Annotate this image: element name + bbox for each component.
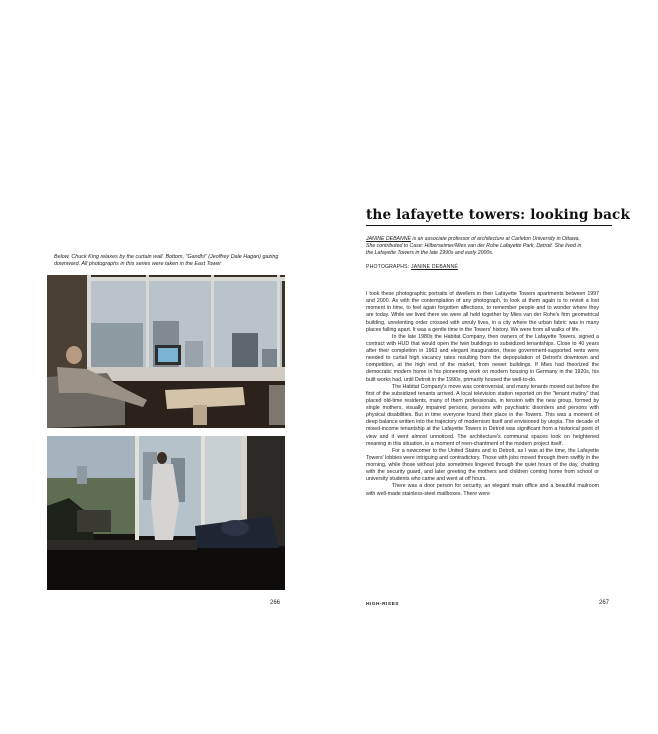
- author-bio-text: is an associate professor of architecture at Carleton University in Ottawa. She contributed to Case: Hilberseimer/Mies van der Rohe Lafayette Park, Detroit. She lived in the Lafayette Towers in the late 1990s and early 2000s.: [366, 236, 582, 257]
- photo-top-image: [47, 275, 285, 428]
- body-paragraph: There was a door person for security, an elegant main office and a beautiful mailroom with well-made stainless-steel mailboxes. There were: [366, 483, 599, 497]
- photo-credit: [366, 264, 586, 270]
- photo-credit-name: JANINE DEBANNÉ: [410, 264, 458, 270]
- author-bio: [366, 236, 586, 257]
- page-number-right: 267: [599, 600, 610, 606]
- page-number-left: 266: [270, 600, 281, 606]
- body-paragraph: I took these photographic portraits of dwellers in their Lafayette Towers apartments between 1997 and 2000. As with the contemplation of any photograph, to look at them again is to revisit a lost moment in time, to feel again forgotten affections, to remember people and to wonder where they are today. While we lived there we were all held together by Mies van der Rohe's firm geometrical building, unrelenting order crossed with unruly lives, in a city where the urban fabric was in many places falling apart. It was a gentle time in the Towers' history. We were from all walks of life.: [366, 291, 599, 333]
- running-head: HIGH-RISES: [366, 602, 399, 607]
- body-paragraph: In the late 1980s the Habitat Company, then owners of the Lafayette Towers, signed a contract with HUD that would open the twin buildings to subsidized tenantships. Close to 40 years after their completion in 1963 and elegant inauguration, these government-supported rents were needed to curtail high vacancy rates resulting from the depopulation of Detroit's downtown and competition, at the high end of the market, from newer buildings. If Mies had theorized the democratic modern home in his pioneering work on modern housing in Germany in the 1920s, his built works had, until Detroit in the 1990s, primarily housed the well-to-do.: [366, 333, 599, 383]
- article-body: [366, 291, 599, 498]
- body-paragraph: For a newcomer to the United States and to Detroit, as I was at the time, the Lafayette Towers' lobbies were intriguing and contradictory. Those with jobs moved through them swiftly in the morning, while those without jobs sometimes lingered through the quiet hours of the day, chatting with the security guard, and later greeting the mothers and children coming home from school or university students who came and went at off hours.: [366, 447, 599, 483]
- photo-man-relaxing-by-curtain-wall: [47, 275, 285, 428]
- photo-man-gazing-downward: [47, 436, 285, 590]
- author-name: JANINE DEBANNÉ: [366, 236, 411, 242]
- photo-caption: Below, Chuck King relaxes by the curtain wall. Bottom, "Gandhi" (Jeoffrey Dale Hagan) gazing downward. All photographs in this series were taken in the East Tower: [54, 254, 279, 268]
- article-title: the lafayette towers: looking back: [366, 207, 612, 226]
- photo-bottom-image: [47, 436, 285, 590]
- body-paragraph: The Habitat Company's move was controversial, and many tenants moved out before the first of the subsidized tenants arrived. A local television station reported on the "tenant mutiny" that placed old-time residents, many of them professionals, in tension with the new group, formed by single mothers, visually impaired persons, persons with psychiatric disorders and persons with physical disabilities. But in time everyone found their place in the Towers. This was a moment of deep balance written into the trajectory of modernism itself and envisioned by utopia. The decade of mixed-income tenantship at the Lafayette Towers in Detroit was significant from a historical point of view and it went almost unnoticed. The architecture's communal spaces took on heightened meaning in this situation, in a moment of reen-chantment of the modern project itself.: [366, 383, 599, 447]
- photo-credit-label: PHOTOGRAPHS:: [366, 264, 411, 270]
